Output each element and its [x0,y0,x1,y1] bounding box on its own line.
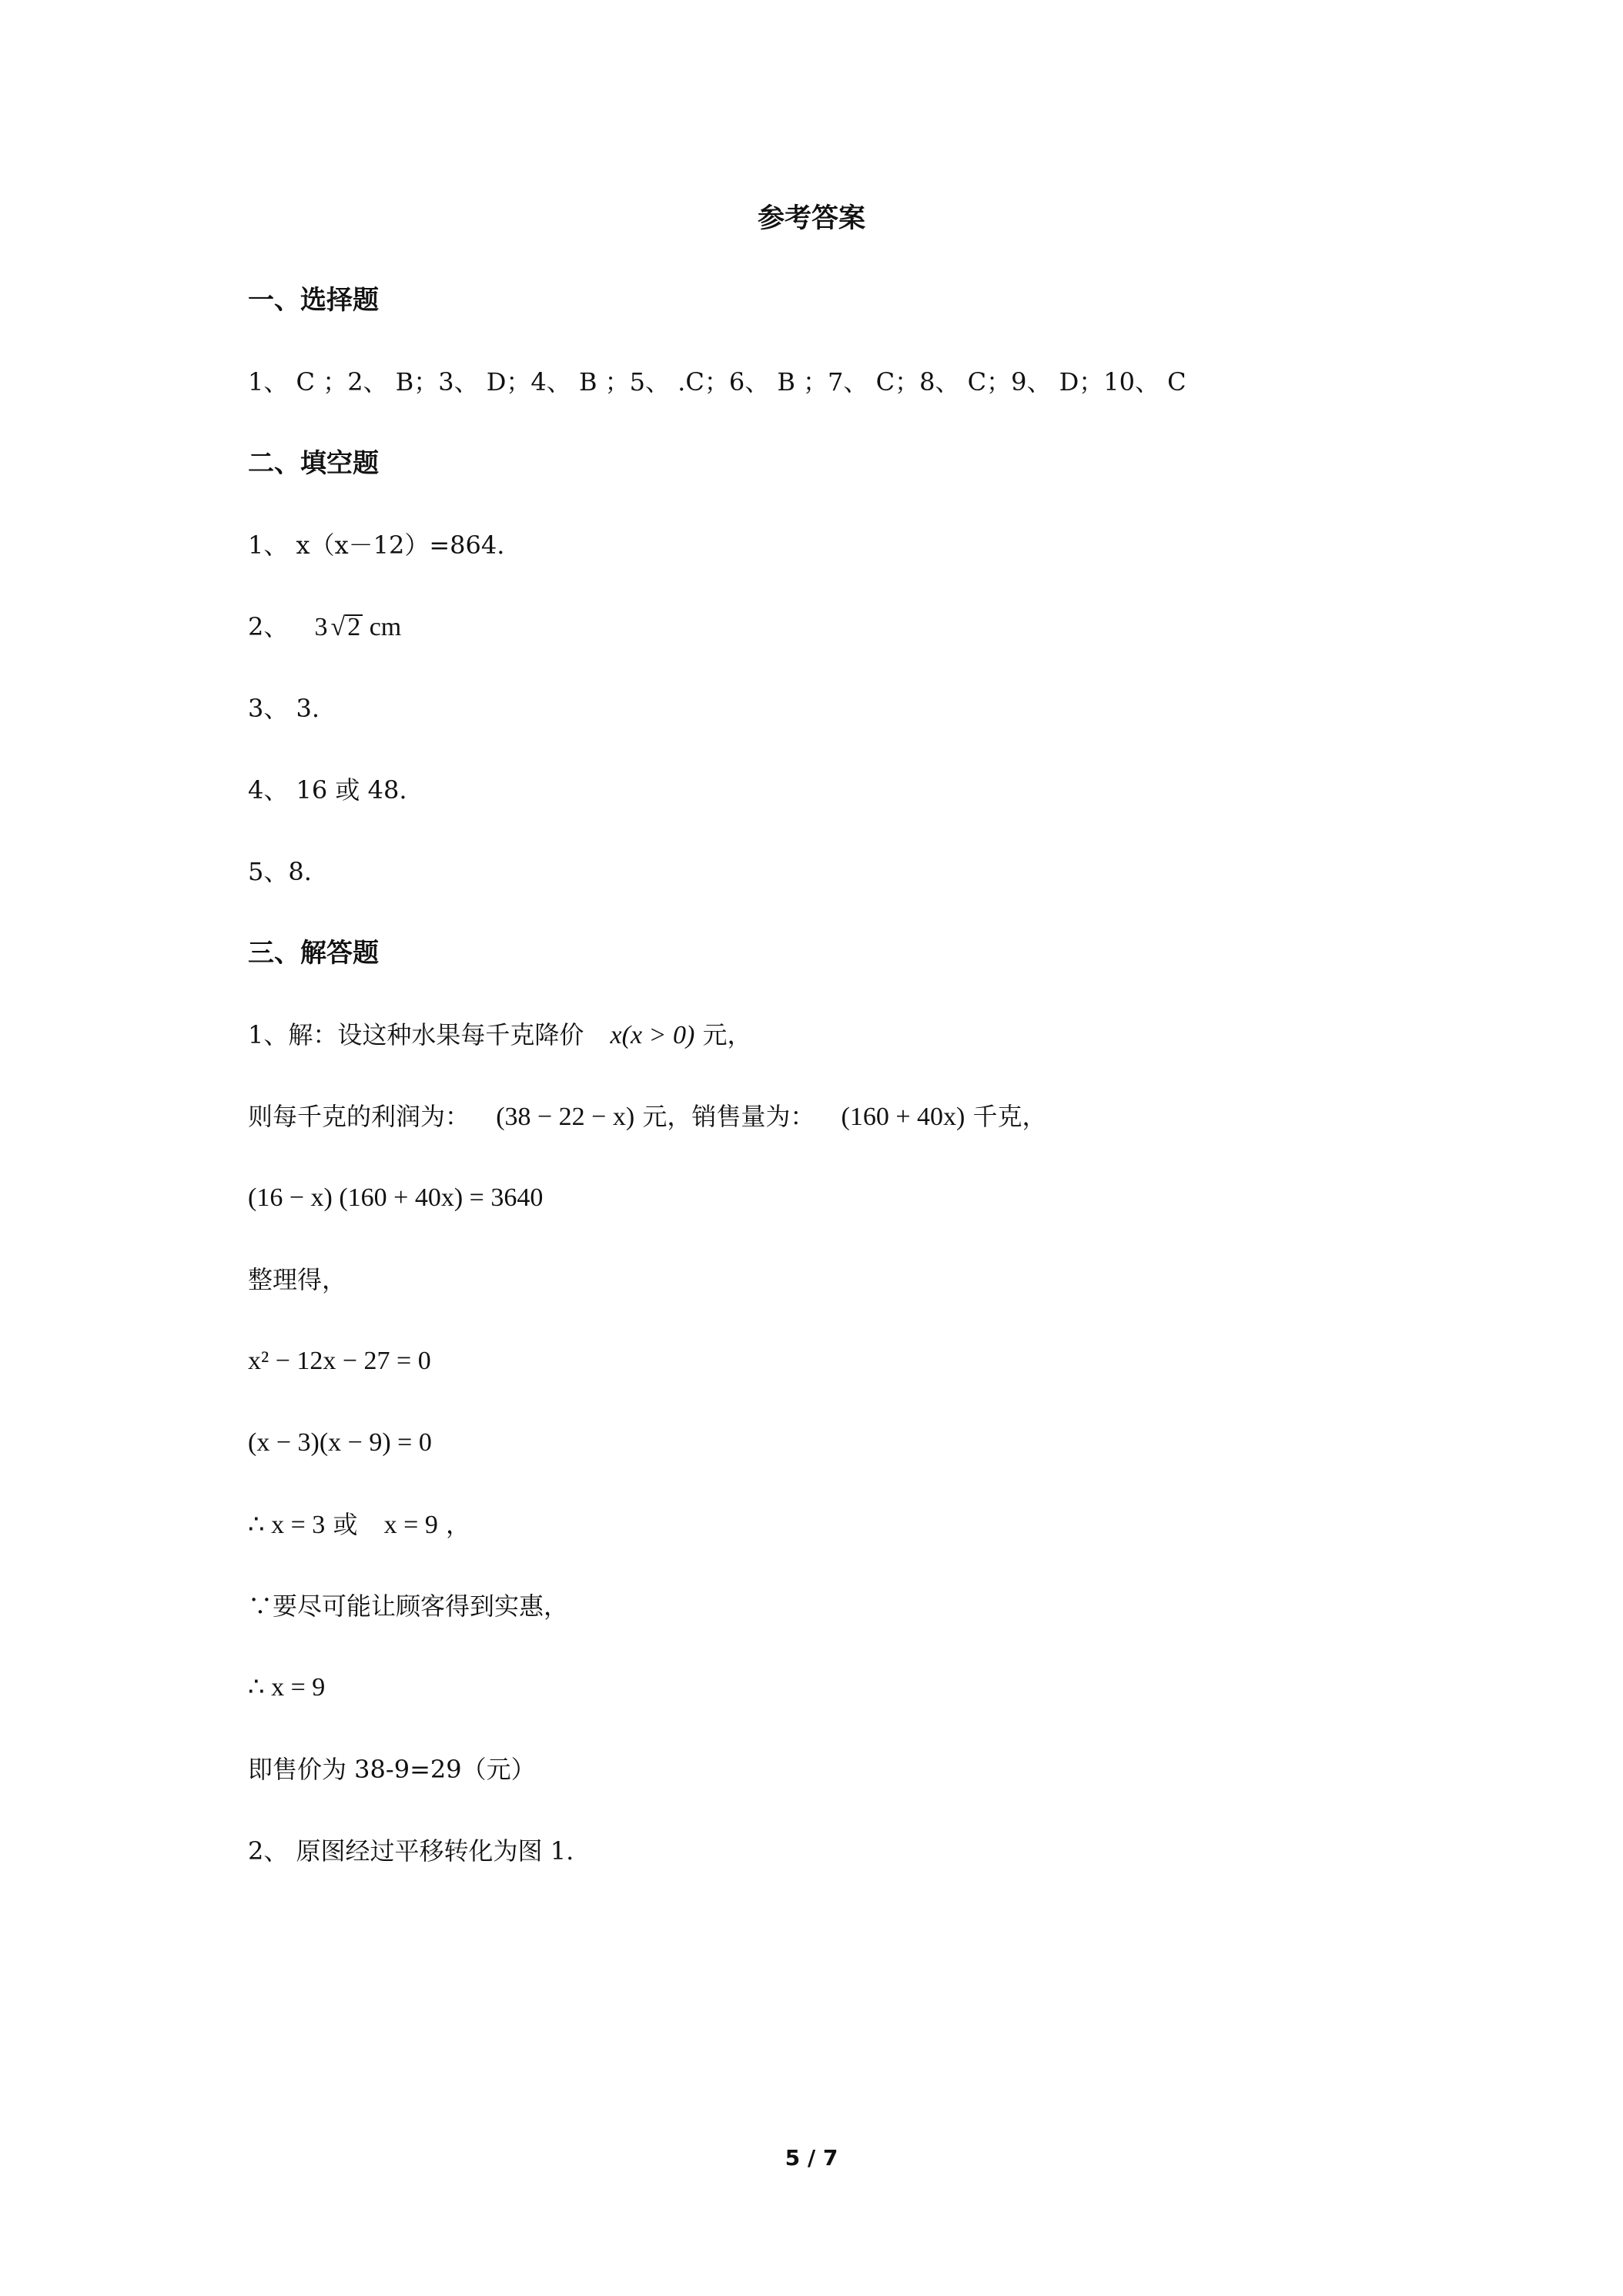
price-result: 即售价为 38-9=29（元） [248,1755,536,1784]
choice-answers: 1、 C ；2、 B；3、 D；4、 B ；5、 .C；6、 B ；7、 C；8、 C；9、 D；10、 C [248,367,1186,397]
reason-text: ∵要尽可能让顾客得到实惠， [248,1591,569,1621]
solution-text: 1、解：设这种水果每千克降价 [248,1020,584,1049]
sqrt-radicand: 2 [345,614,363,639]
root-1: ∴ x = 3 [248,1511,326,1539]
fill-answer-2-number: 2、 [248,612,289,641]
math-expression: (160 + 40x) [841,1103,965,1131]
section-heading-solve: 三、解答题 [248,938,379,969]
solution-text: 元， [702,1020,752,1049]
equation-1: (16 − x) (160 + 40x) = 3640 [248,1183,544,1212]
section-heading-fill: 二、填空题 [248,448,379,479]
or-text: 或 [333,1510,358,1539]
fill-answer-1: 1、 x（x－12）=864. [248,530,505,560]
equation-2: x² − 12x − 27 = 0 [248,1347,431,1375]
fill-answer-2 [248,610,401,644]
root-2: x = 9 [383,1511,438,1539]
math-expression: x(x > 0) [610,1021,695,1049]
sqrt-coefficient: 3 [314,613,328,641]
solution-text: 元，销售量为： [642,1102,815,1131]
conclusion-equation: ∴ x = 9 [248,1673,326,1702]
section-heading-choice: 一、选择题 [248,285,379,316]
simplify-text: 整理得， [248,1265,347,1294]
unit-label: cm [369,613,402,641]
solution-text: 千克， [972,1102,1047,1131]
solution-roots [248,1508,470,1542]
equation-3: (x − 3)(x − 9) = 0 [248,1428,432,1457]
fill-answer-3: 3、 3. [248,694,320,723]
math-expression: (38 − 22 − x) [496,1103,635,1131]
next-problem: 2、 原图经过平移转化为图 1. [248,1836,574,1866]
solution-line-2 [248,1099,1047,1134]
fill-answer-2-math [315,613,402,641]
comma: ， [446,1510,471,1539]
fill-answer-4: 4、 16 或 48. [248,775,407,805]
page-number: 5 / 7 [785,2145,838,2170]
solution-text: 则每千克的利润为： [248,1102,470,1131]
fill-answer-5: 5、8. [248,857,312,886]
solution-line-1 [248,1018,752,1053]
page-title: 参考答案 [757,203,865,234]
sqrt-symbol: √2 [328,611,363,644]
